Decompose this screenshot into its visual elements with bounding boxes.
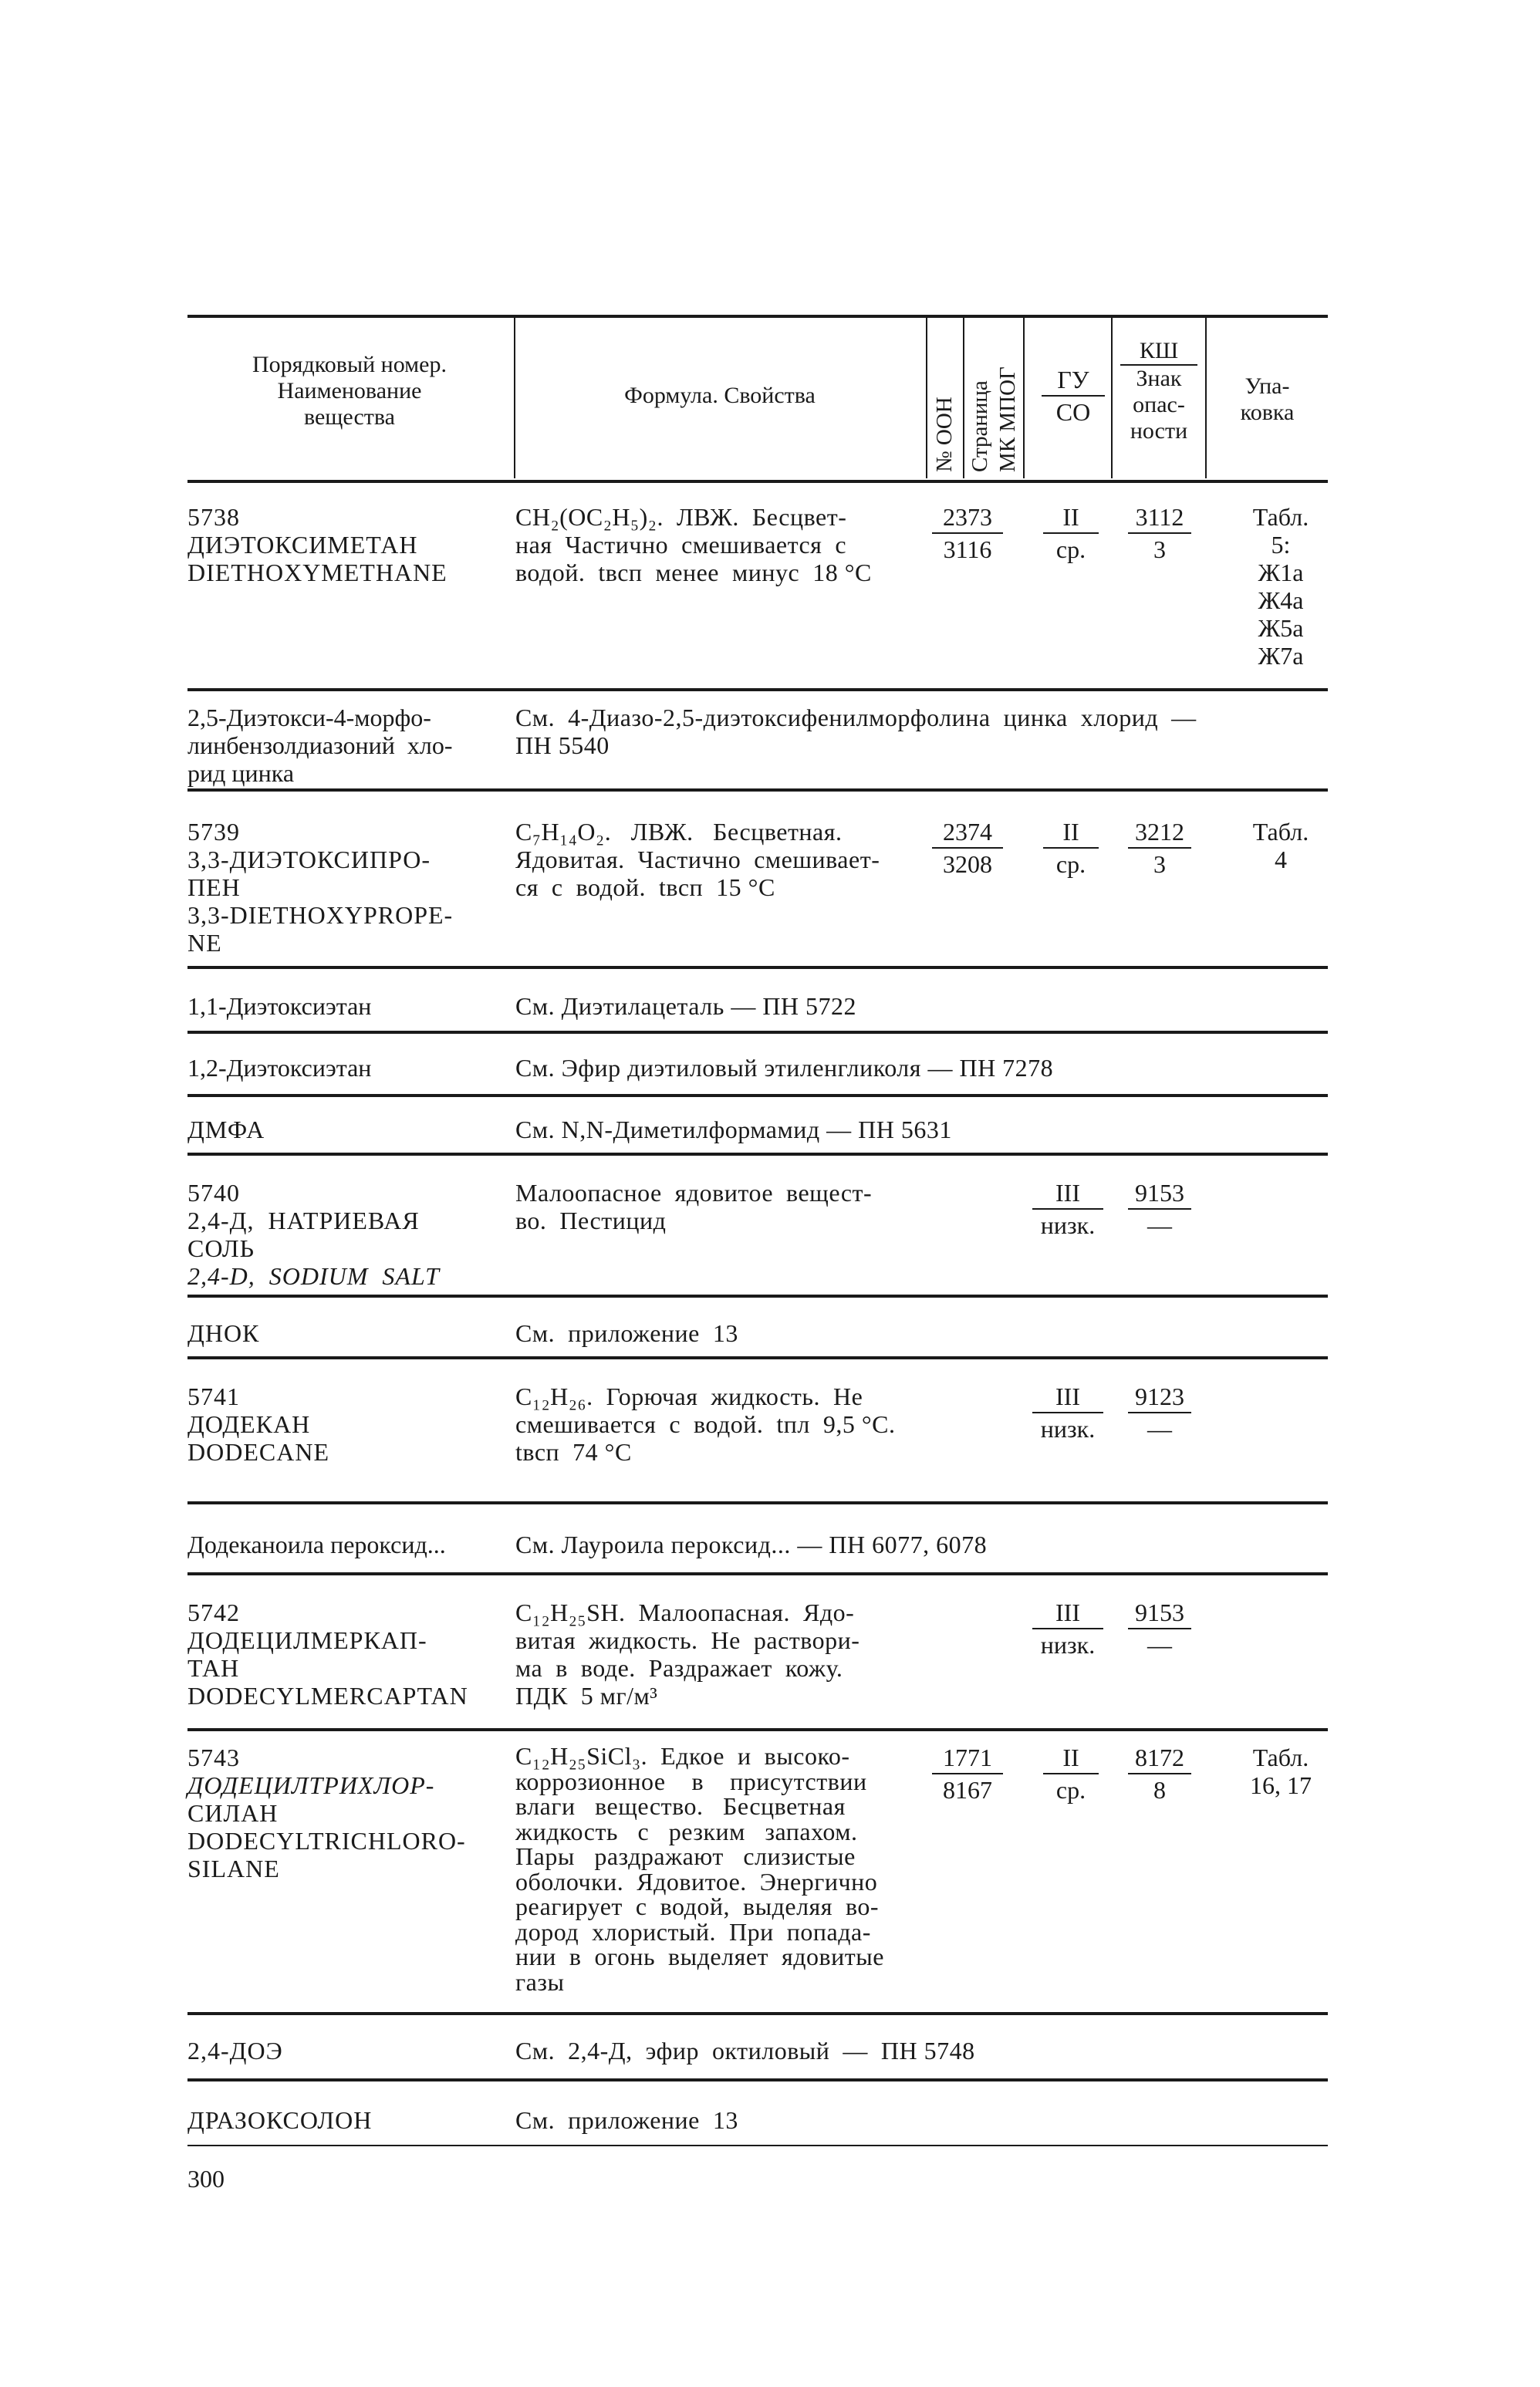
text-line: 5743 (187, 1744, 240, 1771)
text-line: Ж5а (1258, 614, 1304, 642)
text-line: СОЛЬ (187, 1234, 255, 1262)
text-line: ПДК 5 мг/м³ (515, 1682, 658, 1710)
text-line: 3 (1153, 850, 1166, 878)
text-line: 5740 (187, 1179, 240, 1207)
header-pack-column (1207, 373, 1328, 426)
text-line: 3 (1153, 535, 1166, 563)
row-separator (187, 1094, 1328, 1097)
text-line: III (1032, 1179, 1103, 1210)
gu-co-5739 (1043, 818, 1099, 878)
text-line: реагирует с водой, выделяя во- (515, 1892, 880, 1920)
header-page-column-line2: МК МПОГ (995, 366, 1020, 472)
header-gu-column (1042, 366, 1105, 426)
text-line: 1771 (932, 1744, 1003, 1774)
text-line: DODECANE (187, 1438, 329, 1466)
text-line: рид цинка (187, 759, 295, 787)
text-line: низк. (1040, 1631, 1096, 1659)
header-divider (1111, 318, 1113, 478)
entry-ref-11-diethoxyethane: См. Диэтилацеталь — ПН 5722 (515, 992, 857, 1020)
text-line: ср. (1055, 1776, 1086, 1804)
gu-co-5738 (1043, 503, 1099, 563)
text-line: 3,3-ДИЭТОКСИПРО- (187, 846, 431, 873)
text-line: дород хлористый. При попада- (515, 1917, 871, 1946)
text-line: 8172 (1128, 1744, 1191, 1774)
text-line: 5741 (187, 1383, 240, 1410)
header-text: КШ (1120, 338, 1197, 366)
header-divider (926, 318, 927, 478)
text-line: ПН 5540 (515, 731, 610, 759)
row-separator (187, 1295, 1328, 1298)
header-page-column-line1: Страница (968, 380, 992, 472)
entry-ref-morpholine (515, 704, 1197, 759)
text-line: 2,5-Диэтокси-4-морфо- (187, 704, 431, 731)
entry-props-5743 (515, 1744, 884, 1994)
text-line: 2374 (932, 818, 1003, 849)
text-line: газы (515, 1967, 565, 1996)
entry-name-morpholine (187, 704, 452, 787)
header-text: ковка (1240, 400, 1295, 425)
packing-5739 (1234, 818, 1327, 873)
ksh-sign-5738 (1128, 503, 1191, 563)
page-number: 300 (187, 2165, 225, 2193)
row-separator (187, 788, 1328, 792)
entry-props-5742 (515, 1599, 859, 1710)
text-line: C₁₂H₂₆. Горючая жидкость. Не (515, 1383, 863, 1410)
gu-co-5741 (1032, 1383, 1103, 1443)
row-separator (187, 1356, 1328, 1359)
text-line: C₁₂H₂₅SH. Малоопасная. Ядо- (515, 1599, 855, 1626)
row-separator (187, 1501, 1328, 1504)
text-line: 16, 17 (1250, 1771, 1312, 1799)
text-line: низк. (1040, 1415, 1096, 1443)
header-text: Наименование (277, 378, 422, 403)
text-line: DIETHOXYMETHANE (187, 559, 447, 586)
text-line: Малоопасное ядовитое вещест- (515, 1179, 873, 1207)
header-ksh-column (1114, 338, 1204, 444)
text-line: ДИЭТОКСИМЕТАН (187, 531, 418, 559)
entry-name-5743 (187, 1744, 466, 1882)
text-line: DODECYLTRICHLORO- (187, 1827, 466, 1855)
text-line: Ж7а (1258, 642, 1304, 670)
text-line: — (1147, 1631, 1172, 1659)
packing-5738 (1234, 503, 1327, 670)
gu-co-5742 (1032, 1599, 1103, 1659)
text-line: во. Пестицид (515, 1207, 667, 1234)
header-text: Упа- (1244, 373, 1290, 399)
header-un-column: № ООН (932, 397, 957, 472)
text-line: — (1147, 1415, 1172, 1443)
text-line: 2373 (932, 503, 1003, 534)
header-text: ности (1130, 418, 1188, 444)
text-line: C₁₂H₂₅SiCl₃. Едкое и высоко- (515, 1742, 850, 1770)
text-line: 3116 (943, 535, 992, 563)
header-name-column (187, 352, 512, 430)
text-line: III (1032, 1383, 1103, 1413)
entry-ref-drazoxolon: См. приложение 13 (515, 2106, 738, 2134)
text-line: влаги вещество. Бесцветная (515, 1792, 846, 1820)
text-line: II (1043, 1744, 1099, 1774)
text-line: tвсп 74 °C (515, 1438, 632, 1466)
entry-ref-dodecanoyl-peroxide: См. Лауроила пероксид... — ПН 6077, 6078 (515, 1531, 988, 1558)
ksh-sign-5741 (1128, 1383, 1191, 1443)
entry-name-5739 (187, 818, 453, 957)
text-line: Ядовитая. Частично смешивает- (515, 846, 880, 873)
text-line: 2,4-D, SODIUM SALT (187, 1262, 440, 1290)
header-text: Порядковый номер. (252, 352, 447, 377)
text-line: коррозионное в присутствии (515, 1767, 867, 1795)
text-line: 9153 (1128, 1179, 1191, 1210)
text-line: — (1147, 1211, 1172, 1239)
text-line: 3112 (1128, 503, 1191, 534)
entry-name-12-diethoxyethane: 1,2-Диэтоксиэтан (187, 1054, 372, 1082)
text-line: ср. (1055, 535, 1086, 563)
row-separator (187, 2012, 1328, 2015)
text-line: ся с водой. tвсп 15 °C (515, 873, 775, 901)
entry-ref-24-doe: См. 2,4-Д, эфир октиловый — ПН 5748 (515, 2037, 975, 2065)
row-separator (187, 1153, 1328, 1156)
entry-name-24-doe: 2,4-ДОЭ (187, 2037, 283, 2065)
text-line: Пары раздражают слизистые (515, 1842, 856, 1870)
text-line: смешивается с водой. tпл 9,5 °C. (515, 1410, 896, 1438)
header-bottom-rule (187, 480, 1328, 483)
ksh-sign-5740 (1128, 1179, 1191, 1239)
entry-ref-12-diethoxyethane: См. Эфир диэтиловый этиленгликоля — ПН 7278 (515, 1054, 1054, 1082)
text-line: II (1043, 503, 1099, 534)
text-line: 9123 (1128, 1383, 1191, 1413)
row-separator (187, 1031, 1328, 1034)
text-line: 3208 (943, 850, 992, 878)
text-line: 5739 (187, 818, 240, 846)
entry-props-5741 (515, 1383, 896, 1466)
text-line: Ж1а (1258, 559, 1304, 586)
text-line: 4 (1275, 846, 1287, 873)
text-line: ПЕН (187, 873, 241, 901)
ksh-sign-5742 (1128, 1599, 1191, 1659)
text-line: жидкость с резким запахом. (515, 1817, 858, 1845)
text-line: 3,3-DIETHOXYPROPE- (187, 901, 454, 929)
text-line: водой. tвсп менее минус 18 °C (515, 559, 872, 586)
text-line: низк. (1040, 1211, 1096, 1239)
entry-name-dnok: ДНОК (187, 1319, 260, 1347)
text-line: витая жидкость. Не раствори- (515, 1626, 860, 1654)
text-line: ма в воде. Раздражает кожу. (515, 1654, 843, 1682)
text-line: оболочки. Ядовитое. Энергично (515, 1867, 878, 1896)
entry-props-5738 (515, 503, 872, 586)
entry-name-5742 (187, 1599, 468, 1710)
header-divider (1023, 318, 1025, 478)
row-separator (187, 688, 1328, 691)
un-page-5738 (932, 503, 1003, 563)
text-line: DODECYLMERCAPTAN (187, 1682, 468, 1710)
ksh-sign-5743 (1128, 1744, 1191, 1804)
text-line: ТАН (187, 1654, 240, 1682)
entry-name-dodecanoyl-peroxide: Додеканоила пероксид... (187, 1531, 446, 1558)
entry-name-dmfa: ДМФА (187, 1116, 265, 1143)
un-page-5739 (932, 818, 1003, 878)
text-line: 8 (1153, 1776, 1166, 1804)
row-separator (187, 966, 1328, 969)
header-text: ГУ (1042, 366, 1105, 397)
row-separator (187, 1728, 1328, 1731)
text-line: Табл. (1252, 1744, 1309, 1771)
text-line: См. 4-Диазо-2,5-диэтоксифенилморфолина цинка хлорид — (515, 704, 1197, 731)
entry-ref-dnok: См. приложение 13 (515, 1319, 738, 1347)
text-line: Табл. (1252, 818, 1309, 846)
entry-props-5740 (515, 1179, 872, 1234)
text-line: III (1032, 1599, 1103, 1629)
text-line: 5: (1271, 531, 1291, 559)
header-formula-column: Формула. Свойства (624, 383, 816, 408)
text-line: 3212 (1128, 818, 1191, 849)
ksh-sign-5739 (1128, 818, 1191, 878)
text-line: линбензолдиазоний хло- (187, 731, 453, 759)
text-line: CH₂(OC₂H₅)₂. ЛВЖ. Бесцвет- (515, 503, 847, 531)
header-text: вещества (304, 404, 395, 430)
text-line: ДОДЕЦИЛТРИХЛОР- (187, 1771, 435, 1799)
entry-name-5740 (187, 1179, 440, 1290)
text-line: Ж4а (1258, 586, 1304, 614)
header-divider (963, 318, 964, 478)
header-text: Знак (1136, 366, 1182, 391)
un-page-5743 (932, 1744, 1003, 1804)
entry-props-5739 (515, 818, 880, 901)
entry-name-11-diethoxyethane: 1,1-Диэтоксиэтан (187, 992, 372, 1020)
header-text: СО (1055, 398, 1091, 426)
row-separator (187, 2078, 1328, 2081)
text-line: 9153 (1128, 1599, 1191, 1629)
text-line: SILANE (187, 1855, 280, 1882)
text-line: 5742 (187, 1599, 240, 1626)
entry-name-5741 (187, 1383, 329, 1466)
text-line: нии в огонь выделяет ядовитые (515, 1943, 884, 1970)
gu-co-5740 (1032, 1179, 1103, 1239)
header-top-rule (187, 315, 1328, 318)
text-line: 2,4-Д, НАТРИЕВАЯ (187, 1207, 420, 1234)
text-line: ср. (1055, 850, 1086, 878)
row-separator (187, 1572, 1328, 1575)
entry-ref-dmfa: См. N,N-Диметилформамид — ПН 5631 (515, 1116, 952, 1143)
text-line: 5738 (187, 503, 240, 531)
text-line: 8167 (943, 1776, 992, 1804)
entry-name-5738 (187, 503, 447, 586)
text-line: NE (187, 929, 222, 957)
gu-co-5743 (1043, 1744, 1099, 1804)
text-line: ная Частично смешивается с (515, 531, 847, 559)
text-line: СИЛАН (187, 1799, 279, 1827)
text-line: ДОДЕКАН (187, 1410, 311, 1438)
text-line: ДОДЕЦИЛМЕРКАП- (187, 1626, 427, 1654)
text-line: II (1043, 818, 1099, 849)
text-line: Табл. (1252, 503, 1309, 531)
row-separator (187, 2145, 1328, 2146)
text-line: C₇H₁₄O₂. ЛВЖ. Бесцветная. (515, 818, 843, 846)
entry-name-drazoxolon: ДРАЗОКСОЛОН (187, 2106, 373, 2134)
packing-5743 (1234, 1744, 1327, 1799)
header-text: опас- (1133, 392, 1185, 417)
